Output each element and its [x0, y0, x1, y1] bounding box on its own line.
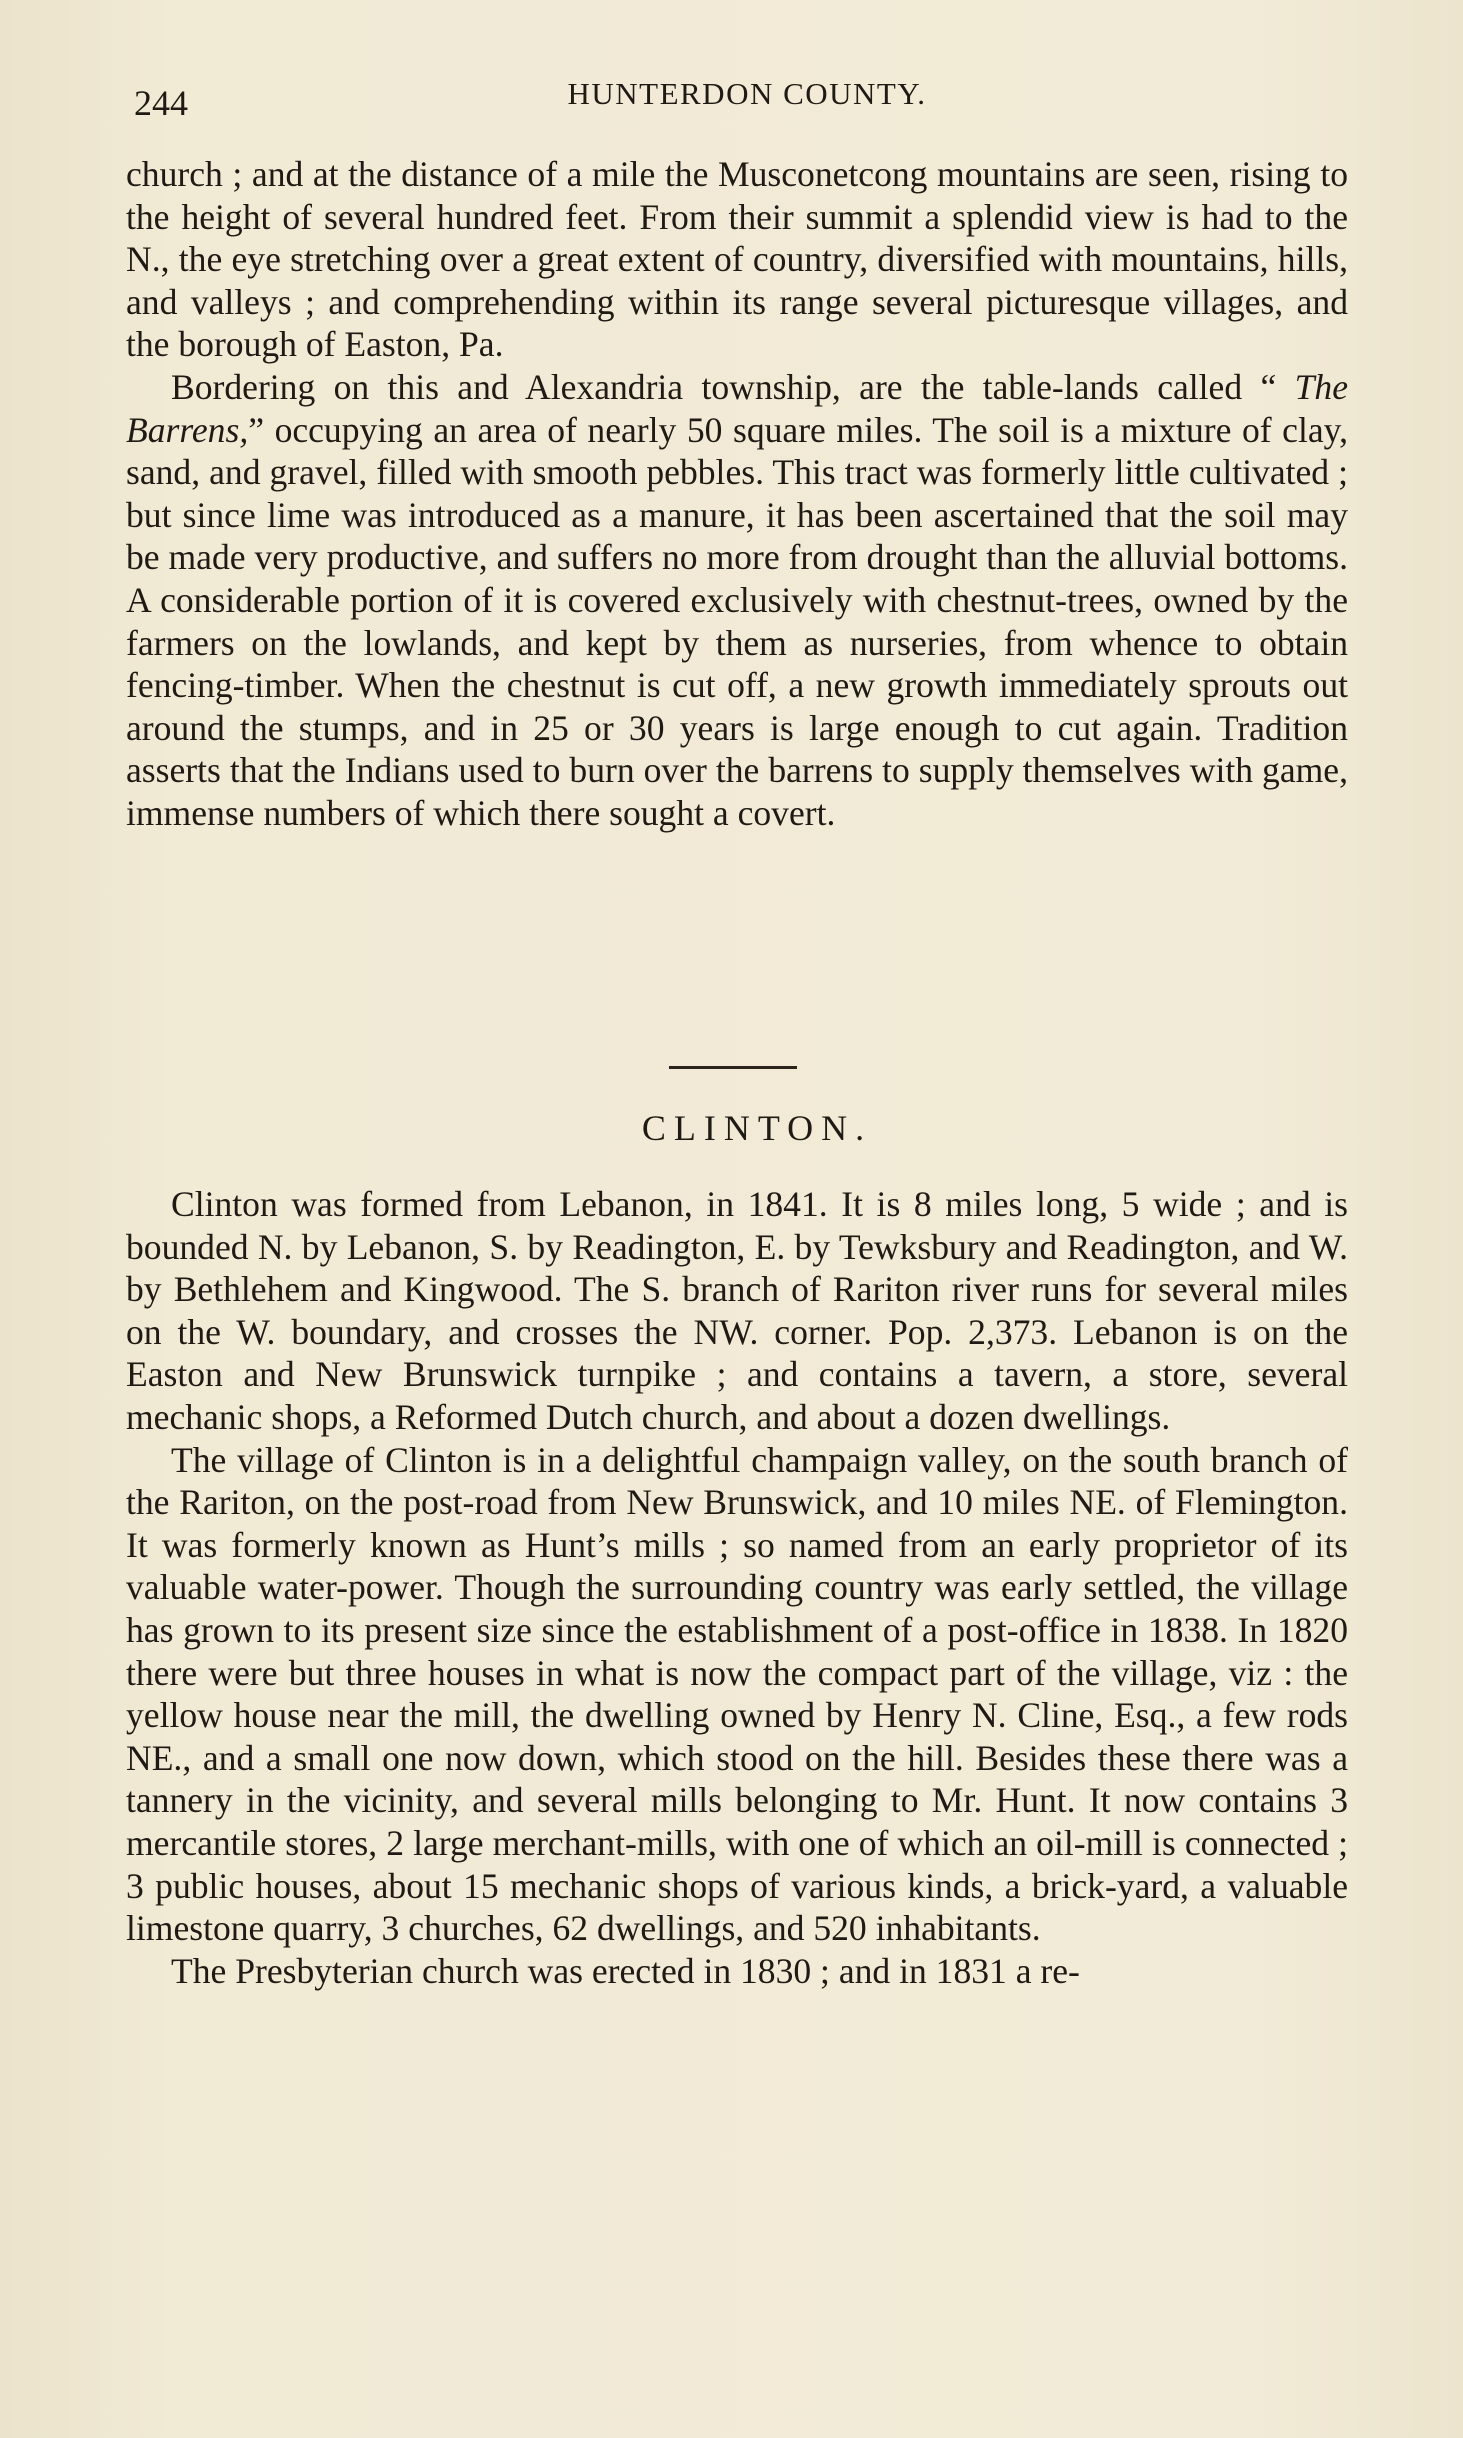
text-block-top — [126, 153, 1348, 835]
paragraph-clinton-village: The village of Clinton is in a delightful champaign valley, on the south branch of the Rariton, on the post-road from New Brunswick, and 10 miles NE. of Flemington. It was formerly known as Hunt’s mills ; so named from an early proprietor of its valuable water-power. Though the surrounding country was early settled, the village has grown to its present size since the establishment of a post-office in 1838. In 1820 there were but three houses in what is now the compact part of the village, viz : the yellow house near the mill, the dwelling owned by Henry N. Cline, Esq., a few rods NE., and a small one now down, which stood on the hill. Besides these there was a tannery in the vicinity, and several mills belonging to Mr. Hunt. It now contains 3 mercantile stores, 2 large merchant-mills, with one of which an oil-mill is connected ; 3 public houses, about 15 mechanic shops of various kinds, a brick-yard, a valuable limestone quarry, 3 churches, 62 dwellings, and 520 inhabitants. — [126, 1439, 1348, 1949]
section-heading: CLINTON. — [641, 1108, 873, 1148]
running-header-title: HUNTERDON COUNTY. — [567, 76, 927, 111]
text-block-clinton — [126, 1183, 1348, 1992]
paragraph-clinton-formation: Clinton was formed from Lebanon, in 1841. It is 8 miles long, 5 wide ; and is bounded N. by Lebanon, S. by Readington, E. by Tewksbury and Readington, and W. by Bethlehem and Kingwood. The S. branch of Rariton river runs for several miles on the W. boundary, and crosses the NW. corner. Pop. 2,373. Lebanon is on the Easton and New Brunswick turnpike ; and contains a tavern, a store, several mechanic shops, a Reformed Dutch church, and about a dozen dwellings. — [126, 1184, 1348, 1437]
paragraph-continued — [126, 153, 1348, 366]
section-divider-rule — [669, 1066, 797, 1069]
running-head — [126, 72, 1348, 122]
page-number: 244 — [134, 83, 188, 123]
paragraph-text: ” occupying an area of nearly 50 square miles. The soil is a mixture of clay, sand, and gravel, filled with smooth pebbles. This tract was formerly little cultivated ; but since lime was introduced as a manure, it has been ascertained that the soil may be made very productive, and suffers no more from drought than the alluvial bottoms. A considerable portion of it is covered exclusively with chestnut-trees, owned by the farmers on the lowlands, and kept by them as nurseries, from whence to obtain fencing-timber. When the chestnut is cut off, a new growth immediately sprouts out around the stumps, and in 25 or 30 years is large enough to cut again. Tradition asserts that the Indians used to burn over the barrens to supply themselves with game, immense numbers of which there sought a covert. — [126, 409, 1348, 833]
paragraph-presbyterian-church: The Presbyterian church was erected in 1830 ; and in 1831 a re- — [171, 1950, 1080, 1991]
italic-place-name: The Barrens, — [126, 366, 1348, 450]
paragraph-barrens — [126, 366, 1348, 835]
paragraph-text: Bordering on this and Alexandria township, are the table-lands called “ — [171, 366, 1295, 407]
paragraph-text: church ; and at the distance of a mile the Musconetcong mountains are seen, rising to the height of several hundred feet. From their summit a splendid view is had to the N., the eye stretching over a great extent of country, diversified with mountains, hills, and valleys ; and comprehending within its range several picturesque villages, and the borough of Easton, Pa. — [126, 154, 1348, 365]
